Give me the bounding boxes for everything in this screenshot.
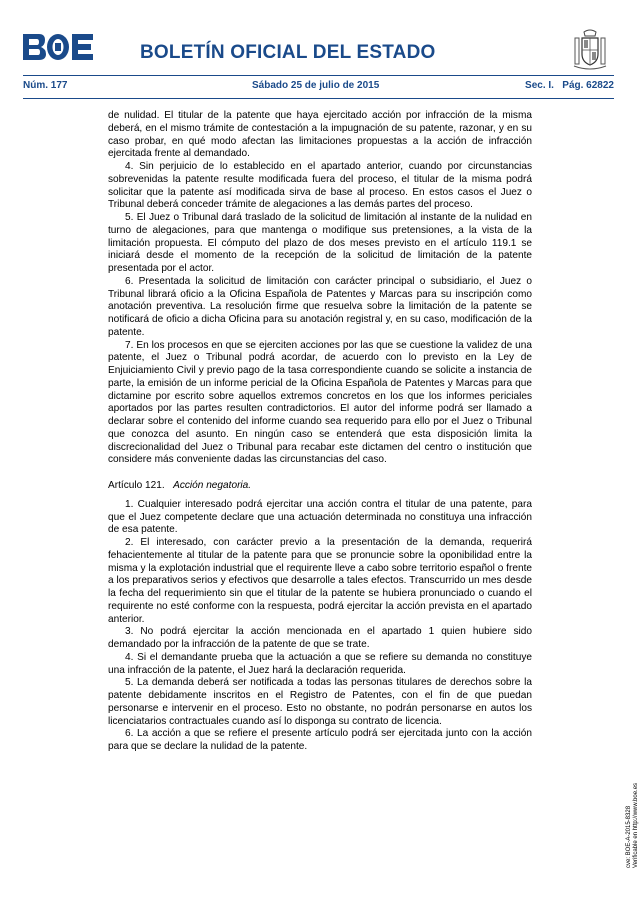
paragraph: 3. No podrá ejercitar la acción mencionada en el apartado 1 quien hubiere sido demandado por la infracción de la patente de que se trate. [108, 626, 532, 650]
section-label: Sec. I. [525, 80, 554, 91]
header-rule-bottom [23, 98, 614, 99]
paragraph: 4. Si el demandante prueba que la actuación a que se refiere su demanda no constituye una infracción de la patente, el Juez hará la declaración requerida. [108, 651, 532, 676]
page-title: BOLETÍN OFICIAL DEL ESTADO [140, 42, 436, 63]
coat-of-arms-icon [572, 28, 608, 72]
article-heading [108, 480, 532, 493]
header-rule-top [23, 75, 614, 76]
article-label: Artículo 121. [108, 480, 165, 491]
verification-stamp [626, 783, 640, 868]
paragraph: 4. Sin perjuicio de lo establecido en el apartado anterior, cuando por circunstancias sobrevenidas la patente resulte modificada fuera del proceso, el titular de la misma podrá solicitar que la patente así modificada sirva de base al proceso. En estos casos el Juez o Tribunal deberá conceder trámite de alegaciones a las demás partes del proceso. [108, 161, 532, 211]
issue-date: Sábado 25 de julio de 2015 [252, 80, 380, 91]
cve-code: cve: BOE-A-2015-8328 [626, 805, 632, 868]
paragraph: 7. En los procesos en que se ejerciten acciones por las que se cuestione la validez de una patente, el Juez o Tribunal podrá acordar, de acuerdo con lo previsto en la Ley de Enjuiciamiento Civil y previo pago de la tasa correspondiente cuando se solicite a instancia de parte, la emisión de un informe pericial de la Oficina Española de Patentes y Marcas para que dictamine por escrito sobre aquellos extremos concretos en los que los informes periciales aportados por las partes resulten contradictorios. El autor del informe podrá ser llamado a declarar sobre el contenido del informe cuando sea requerido para ello por el Juez o Tribunal que conozca del asunto. En ningún caso se entenderá que esta disposición limita la discrecionalidad del Juez o Tribunal para recabar este dictamen del centro o institución que considere más conveniente dadas las circunstancias del caso. [108, 339, 532, 466]
verification-link[interactable]: Verificable en http://www.boe.es [633, 782, 639, 868]
paragraph: 2. El interesado, con carácter previo a la presentación de la demanda, requerirá fehacientemente al titular de la patente para que se pronuncie sobre la oponibilidad entre la misma y la explotación industrial que el requirente lleve a cabo sobre territorio español o frente a los preparativos serios y efectivos que desarrolle a tales efectos. Transcurrido un mes desde la fecha del requerimiento sin que el titular de la patente se hubiera pronunciado o cuando el requirente no esté conforme con la respuesta, podrá ejercitar la acción prevista en el apartado anterior. [108, 537, 532, 625]
article-title: Acción negatoria. [173, 480, 252, 491]
issue-number: Núm. 177 [23, 80, 68, 91]
section-page [525, 80, 614, 91]
paragraph: 5. El Juez o Tribunal dará traslado de la solicitud de limitación al instante de la nulidad en turno de alegaciones, para que mantenga o modifique sus pretensiones, a la vista de la limitación propuesta. El cómputo del plazo de dos meses previsto en el artículo 119.1 se iniciará desde el momento de la recepción de la solicitud de limitación de la patente presentada por el actor. [108, 212, 532, 274]
paragraph: 6. Presentada la solicitud de limitación con carácter principal o subsidiario, el Juez o Tribunal librará oficio a la Oficina Española de Patentes y Marcas para su inscripción como anotación preventiva. La resolución firme que resuelva sobre la limitación de la patente se notificará de oficio a dicha Oficina para su anotación registral y, en su caso, modificación de la patente. [108, 275, 532, 338]
boe-logo [23, 34, 93, 60]
page-number: Pág. 62822 [562, 80, 614, 91]
paragraph: 1. Cualquier interesado podrá ejercitar una acción contra el titular de una patente, para que el Juez competente declare que una actuación determinada no constituya una infracción de esa patente. [108, 498, 532, 536]
document-body [108, 110, 532, 754]
paragraph: de nulidad. El titular de la patente que haya ejercitado acción por infracción de la misma deberá, en el mismo trámite de contestación a la impugnación de su patente, razonar, y en su caso probar, en qué modo afectan las limitaciones propuestas a la acción de infracción ejercitada frente al demandado. [108, 110, 532, 160]
paragraph: 5. La demanda deberá ser notificada a todas las personas titulares de derechos sobre la patente debidamente inscritos en el Registro de Patentes, con el fin de que puedan personarse e intervenir en el proceso. Esto no obstante, no podrán personarse en autos los licenciatarios contractuales cuando así lo disponga su contrato de licencia. [108, 677, 532, 727]
paragraph: 6. La acción a que se refiere el presente artículo podrá ser ejercitada junto con la acción para que se declare la nulidad de la patente. [108, 728, 532, 752]
